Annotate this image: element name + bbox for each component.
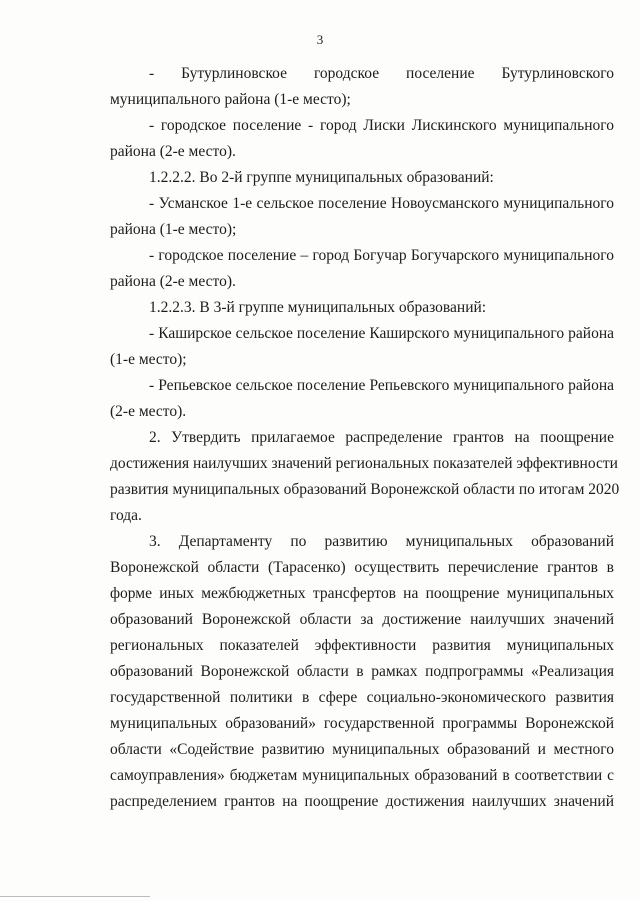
text-line: 1.2.2.2. Во 2-й группе муниципальных образований:: [149, 169, 494, 186]
text-line: области «Содействие развитию муниципальных образований и местного: [110, 741, 614, 758]
text-line: района (1-е место);: [110, 221, 237, 238]
text-line: района (2-е место).: [110, 143, 236, 160]
text-line: - Усманское 1-е сельское поселение Новоусманского муниципального: [149, 195, 614, 212]
text-line: форме иных межбюджетных трансфертов на поощрение муниципальных: [110, 585, 614, 602]
page-number: 3: [316, 32, 324, 47]
text-line: (1-е место);: [110, 351, 187, 368]
text-line: - городское поселение - город Лиски Лискинского муниципального: [149, 117, 614, 134]
text-line: года.: [110, 507, 142, 524]
text-line: - Репьевское сельское поселение Репьевского муниципального района: [149, 377, 614, 394]
text-line: 2. Утвердить прилагаемое распределение грантов на поощрение: [149, 429, 614, 446]
text-line: образований Воронежской области за достижение наилучших значений: [110, 611, 614, 628]
text-line: муниципального района (1-е место);: [110, 91, 351, 108]
text-line: района (2-е место).: [110, 273, 236, 290]
text-line: - Бутурлиновское городское поселение Бутурлиновского: [149, 65, 614, 82]
text-line: - городское поселение – город Богучар Богучарского муниципального: [149, 247, 614, 264]
text-line: достижения наилучших значений региональных показателей эффективности: [110, 455, 618, 472]
text-line: самоуправления» бюджетам муниципальных образований в соответствии с: [110, 767, 614, 784]
text-line: 1.2.2.3. В 3-й группе муниципальных образований:: [149, 299, 487, 316]
text-line: муниципальных образований» государственной программы Воронежской: [110, 715, 614, 732]
text-line: государственной политики в сфере социально-экономического развития: [110, 689, 614, 706]
text-line: развития муниципальных образований Воронежской области по итогам 2020: [110, 481, 620, 498]
bottom-rule: [0, 896, 150, 897]
text-line: - Каширское сельское поселение Каширского муниципального района: [149, 325, 614, 342]
text-line: (2-е место).: [110, 403, 187, 420]
text-line: 3. Департаменту по развитию муниципальных образований: [149, 533, 614, 550]
text-line: региональных показателей эффективности развития муниципальных: [110, 637, 614, 654]
text-line: распределением грантов на поощрение достижения наилучших значений: [110, 793, 614, 810]
text-line: образований Воронежской области в рамках подпрограммы «Реализация: [110, 663, 614, 680]
text-line: Воронежской области (Тарасенко) осуществить перечисление грантов в: [110, 559, 614, 576]
